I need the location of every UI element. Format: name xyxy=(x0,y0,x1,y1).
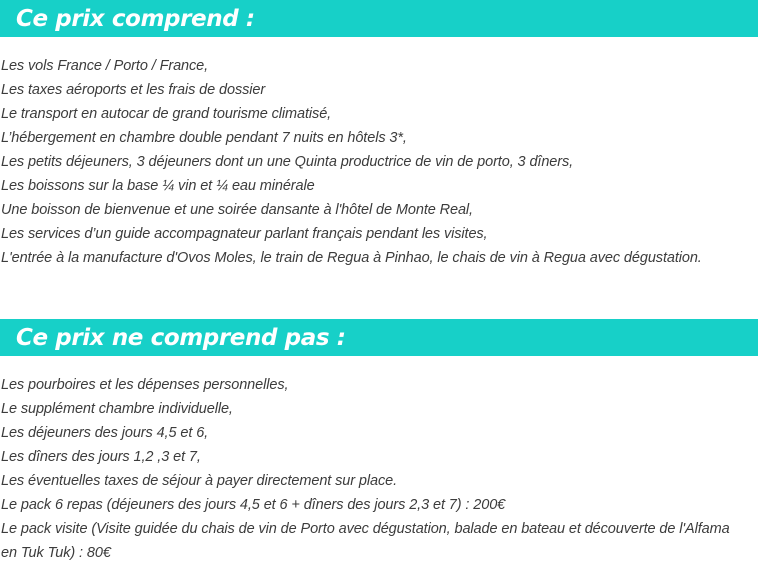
excluded-section-header xyxy=(0,319,758,356)
excluded-item: Le pack visite (Visite guidée du chais de vin de Porto avec dégustation, balade en bateau et découverte de l'Alfama en Tuk Tuk) : 80€ xyxy=(1,521,730,561)
included-item: Les taxes aéroports et les frais de dossier xyxy=(1,82,266,98)
included-item: Les boissons sur la base ¼ vin et ¼ eau minérale xyxy=(1,178,315,194)
excluded-item: Le pack 6 repas (déjeuners des jours 4,5 et 6 + dîners des jours 2,3 et 7) : 200€ xyxy=(1,497,506,513)
included-item: Une boisson de bienvenue et une soirée dansante à l'hôtel de Monte Real, xyxy=(1,202,473,218)
included-item: Les petits déjeuners, 3 déjeuners dont un une Quinta productrice de vin de porto, 3 dîners, xyxy=(1,154,574,170)
excluded-item: Les éventuelles taxes de séjour à payer directement sur place. xyxy=(1,473,397,489)
included-item: Les services d’un guide accompagnateur parlant français pendant les visites, xyxy=(1,226,488,242)
included-items-list xyxy=(1,54,738,270)
included-item: Les vols France / Porto / France, xyxy=(1,58,209,74)
excluded-items-list xyxy=(1,373,738,565)
included-heading: Ce prix comprend : xyxy=(16,5,255,32)
included-item: Le transport en autocar de grand tourisme climatisé, xyxy=(1,106,332,122)
included-item: L’hébergement en chambre double pendant 7 nuits en hôtels 3*, xyxy=(1,130,407,146)
included-item: L'entrée à la manufacture d'Ovos Moles, le train de Regua à Pinhao, le chais de vin à Regua avec dégustation. xyxy=(1,250,702,266)
excluded-item: Le supplément chambre individuelle, xyxy=(1,401,233,417)
excluded-item: Les pourboires et les dépenses personnelles, xyxy=(1,377,289,393)
excluded-item: Les déjeuners des jours 4,5 et 6, xyxy=(1,425,209,441)
included-section-header xyxy=(0,0,758,37)
excluded-heading: Ce prix ne comprend pas : xyxy=(16,324,346,351)
excluded-item: Les dîners des jours 1,2 ,3 et 7, xyxy=(1,449,201,465)
